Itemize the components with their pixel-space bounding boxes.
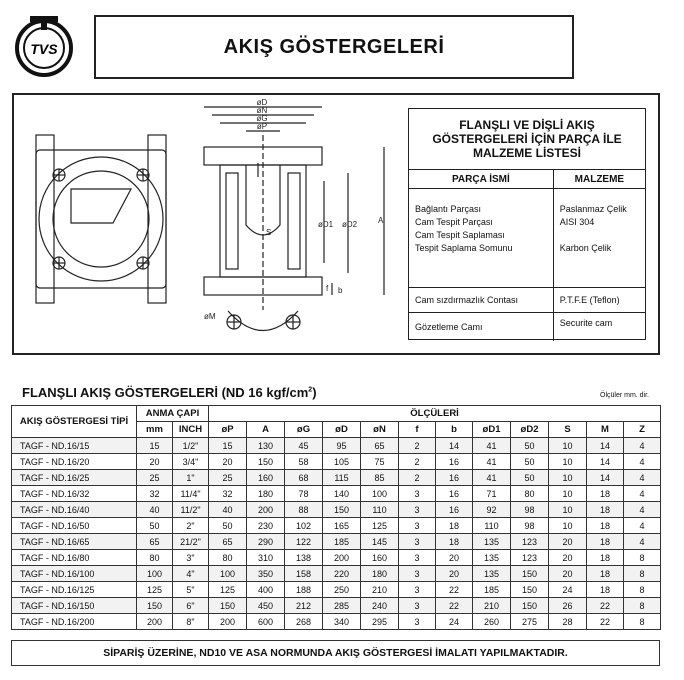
- table-cell: 260: [473, 614, 511, 630]
- table-cell: 268: [285, 614, 323, 630]
- table-cell: 220: [323, 566, 361, 582]
- dim-label-b: b: [338, 286, 343, 295]
- col-nominal-header: ANMA ÇAPI: [137, 406, 209, 422]
- table-cell: 150: [323, 502, 361, 518]
- col-header: øN: [361, 422, 399, 438]
- table-cell: 350: [247, 566, 285, 582]
- table-cell: 25: [137, 470, 173, 486]
- table-cell: 150: [209, 598, 247, 614]
- table-cell: 14: [587, 454, 624, 470]
- col-type-header: AKIŞ GÖSTERGESİ TİPİ: [12, 406, 137, 438]
- table-cell: 50: [511, 470, 549, 486]
- table-cell: 1/2": [173, 438, 209, 454]
- dim-label-D1: øD1: [318, 220, 334, 229]
- table-row: [12, 550, 661, 566]
- table-cell: 68: [285, 470, 323, 486]
- table-cell: 210: [361, 582, 399, 598]
- table-cell: 80: [511, 486, 549, 502]
- table-cell: 188: [285, 582, 323, 598]
- part-name: Cam Tespit Saplaması: [415, 230, 505, 240]
- row-type-cell: TAGF - ND.16/200: [12, 614, 137, 630]
- table-row: [12, 438, 661, 454]
- table-cell: 8: [624, 566, 661, 582]
- table-cell: 105: [323, 454, 361, 470]
- table-cell: 150: [247, 454, 285, 470]
- row-type-cell: TAGF - ND.16/100: [12, 566, 137, 582]
- table-cell: 78: [285, 486, 323, 502]
- part-name: Tespit Saplama Somunu: [415, 243, 513, 253]
- col-header: f: [399, 422, 436, 438]
- table-cell: 45: [285, 438, 323, 454]
- table-cell: 22: [587, 598, 624, 614]
- parts-header-material: MALZEME: [574, 173, 625, 185]
- col-header: INCH: [173, 422, 209, 438]
- table-cell: 230: [247, 518, 285, 534]
- table-cell: 4: [624, 438, 661, 454]
- table-cell: 200: [209, 614, 247, 630]
- table-cell: 58: [285, 454, 323, 470]
- part-material: P.T.F.E (Teflon): [559, 295, 620, 305]
- dim-label-D2: øD2: [342, 220, 358, 229]
- table-cell: 15: [137, 438, 173, 454]
- table-cell: 18: [587, 486, 624, 502]
- table-cell: 400: [247, 582, 285, 598]
- table-cell: 110: [361, 502, 399, 518]
- table-cell: 115: [323, 470, 361, 486]
- table-cell: 600: [247, 614, 285, 630]
- technical-drawing: [14, 95, 406, 353]
- table-cell: 250: [323, 582, 361, 598]
- table-cell: 20: [549, 566, 587, 582]
- table-cell: 20: [436, 550, 473, 566]
- table-cell: 15: [209, 438, 247, 454]
- table-cell: 10: [549, 470, 587, 486]
- table-cell: 20: [137, 454, 173, 470]
- table-cell: 8: [624, 550, 661, 566]
- row-type-cell: TAGF - ND.16/150: [12, 598, 137, 614]
- table-cell: 40: [137, 502, 173, 518]
- col-dimensions-header: ÖLÇÜLERİ: [209, 406, 661, 422]
- table-cell: 3/4": [173, 454, 209, 470]
- spec-table: [11, 405, 661, 630]
- table-cell: 16: [436, 486, 473, 502]
- table-cell: 41: [473, 454, 511, 470]
- table-cell: 20: [209, 454, 247, 470]
- parts-row: [409, 288, 645, 313]
- table-cell: 3: [399, 534, 436, 550]
- table-cell: 50: [209, 518, 247, 534]
- table-cell: 16: [436, 470, 473, 486]
- table-cell: 18: [587, 550, 624, 566]
- table-cell: 41: [473, 438, 511, 454]
- table-cell: 4: [624, 454, 661, 470]
- table-cell: 32: [137, 486, 173, 502]
- row-type-cell: TAGF - ND.16/20: [12, 454, 137, 470]
- table-cell: 138: [285, 550, 323, 566]
- table-cell: 24: [549, 582, 587, 598]
- table-title-end: ): [312, 385, 317, 400]
- col-header: øD2: [511, 422, 549, 438]
- dim-label-f: f: [326, 284, 329, 293]
- table-cell: 185: [473, 582, 511, 598]
- table-cell: 28: [549, 614, 587, 630]
- table-title: [22, 385, 317, 400]
- table-cell: 3: [399, 566, 436, 582]
- table-cell: 5": [173, 582, 209, 598]
- parts-row: [409, 189, 645, 288]
- table-row: [12, 502, 661, 518]
- table-cell: 150: [511, 582, 549, 598]
- table-cell: 3: [399, 486, 436, 502]
- table-cell: 100: [137, 566, 173, 582]
- table-cell: 165: [323, 518, 361, 534]
- table-cell: 14: [587, 470, 624, 486]
- table-cell: 10: [549, 502, 587, 518]
- part-material: AISI 304: [559, 217, 595, 227]
- table-cell: 18: [436, 518, 473, 534]
- dim-label-D: øD: [256, 98, 268, 107]
- table-cell: 3: [399, 582, 436, 598]
- table-cell: 2: [399, 470, 436, 486]
- parts-header-name: PARÇA İSMİ: [409, 170, 554, 188]
- table-cell: 92: [473, 502, 511, 518]
- table-title-sup: 2: [308, 386, 313, 394]
- table-cell: 8": [173, 614, 209, 630]
- table-cell: 32: [209, 486, 247, 502]
- table-cell: 275: [511, 614, 549, 630]
- table-cell: 310: [247, 550, 285, 566]
- page-title-box: [94, 15, 574, 79]
- table-cell: 8: [624, 598, 661, 614]
- table-cell: 2": [173, 518, 209, 534]
- col-header: øD: [323, 422, 361, 438]
- table-cell: 1": [173, 470, 209, 486]
- table-cell: 3: [399, 502, 436, 518]
- table-row: [12, 486, 661, 502]
- table-row: [12, 470, 661, 486]
- parts-title-line: FLANŞLI VE DİŞLİ AKIŞ: [459, 118, 595, 132]
- table-cell: 130: [247, 438, 285, 454]
- units-note: Ölçüler mm. dir.: [600, 392, 650, 399]
- table-cell: 18: [587, 518, 624, 534]
- table-row: [12, 582, 661, 598]
- dim-label-N: øN: [256, 106, 268, 115]
- table-cell: 450: [247, 598, 285, 614]
- table-cell: 125: [361, 518, 399, 534]
- table-title-text: FLANŞLI AKIŞ GÖSTERGELERİ (ND 16 kgf/cm: [22, 385, 309, 400]
- part-name: Cam sızdırmazlık Contası: [415, 295, 519, 305]
- part-material: Securite cam: [559, 318, 613, 328]
- table-cell: 3: [399, 614, 436, 630]
- table-cell: 26: [549, 598, 587, 614]
- table-cell: 75: [361, 454, 399, 470]
- parts-list: [408, 108, 646, 340]
- table-cell: 20: [436, 566, 473, 582]
- table-cell: 110: [473, 518, 511, 534]
- table-cell: 4: [624, 486, 661, 502]
- table-cell: 3: [399, 550, 436, 566]
- table-cell: 240: [361, 598, 399, 614]
- parts-header: [409, 170, 645, 189]
- table-cell: 65: [361, 438, 399, 454]
- table-cell: 18: [587, 582, 624, 598]
- row-type-cell: TAGF - ND.16/80: [12, 550, 137, 566]
- table-cell: 123: [511, 550, 549, 566]
- table-cell: 65: [137, 534, 173, 550]
- table-cell: 18: [587, 502, 624, 518]
- table-cell: 18: [436, 534, 473, 550]
- col-header: øD1: [473, 422, 511, 438]
- dim-label-S: S: [266, 228, 272, 237]
- table-cell: 21/2": [173, 534, 209, 550]
- page-title: AKIŞ GÖSTERGELERİ: [223, 35, 445, 58]
- table-cell: 122: [285, 534, 323, 550]
- table-cell: 3: [399, 598, 436, 614]
- table-cell: 25: [209, 470, 247, 486]
- table-cell: 22: [587, 614, 624, 630]
- table-cell: 123: [511, 534, 549, 550]
- col-header: A: [247, 422, 285, 438]
- table-row: [12, 534, 661, 550]
- logo-text: TVS: [30, 41, 58, 57]
- company-logo: [12, 14, 76, 78]
- table-cell: 10: [549, 486, 587, 502]
- col-header: øP: [209, 422, 247, 438]
- table-cell: 80: [209, 550, 247, 566]
- table-cell: 85: [361, 470, 399, 486]
- table-cell: 24: [436, 614, 473, 630]
- table-cell: 2: [399, 438, 436, 454]
- table-cell: 14: [436, 438, 473, 454]
- table-cell: 145: [361, 534, 399, 550]
- col-header: mm: [137, 422, 173, 438]
- table-cell: 8: [624, 582, 661, 598]
- col-header: øG: [285, 422, 323, 438]
- table-cell: 98: [511, 502, 549, 518]
- row-type-cell: TAGF - ND.16/50: [12, 518, 137, 534]
- table-cell: 65: [209, 534, 247, 550]
- row-type-cell: TAGF - ND.16/32: [12, 486, 137, 502]
- dim-label-M: øM: [204, 312, 216, 321]
- dim-label-A: A: [378, 216, 384, 225]
- table-cell: 100: [361, 486, 399, 502]
- col-header: S: [549, 422, 587, 438]
- table-cell: 10: [549, 438, 587, 454]
- table-row: [12, 614, 661, 630]
- table-cell: 22: [436, 598, 473, 614]
- table-cell: 50: [137, 518, 173, 534]
- parts-title-line: MALZEME LİSTESİ: [472, 146, 581, 160]
- table-cell: 200: [247, 502, 285, 518]
- table-cell: 100: [209, 566, 247, 582]
- table-cell: 10: [549, 518, 587, 534]
- table-cell: 285: [323, 598, 361, 614]
- part-name: Bağlantı Parçası: [415, 204, 482, 214]
- table-cell: 98: [511, 518, 549, 534]
- table-cell: 8: [624, 614, 661, 630]
- part-material: Paslanmaz Çelik: [559, 204, 627, 214]
- order-note: [11, 640, 660, 666]
- table-cell: 71: [473, 486, 511, 502]
- table-cell: 135: [473, 566, 511, 582]
- table-cell: 200: [323, 550, 361, 566]
- dim-label-G: øG: [256, 114, 268, 123]
- table-cell: 4: [624, 470, 661, 486]
- part-material: Karbon Çelik: [559, 243, 612, 253]
- table-cell: 4: [624, 502, 661, 518]
- col-header: M: [587, 422, 624, 438]
- table-cell: 95: [323, 438, 361, 454]
- table-cell: 210: [473, 598, 511, 614]
- row-type-cell: TAGF - ND.16/65: [12, 534, 137, 550]
- table-cell: 212: [285, 598, 323, 614]
- table-cell: 180: [361, 566, 399, 582]
- table-cell: 185: [323, 534, 361, 550]
- table-cell: 158: [285, 566, 323, 582]
- table-cell: 125: [209, 582, 247, 598]
- table-cell: 4: [624, 518, 661, 534]
- table-cell: 180: [247, 486, 285, 502]
- table-cell: 6": [173, 598, 209, 614]
- table-cell: 160: [361, 550, 399, 566]
- table-cell: 140: [323, 486, 361, 502]
- table-cell: 125: [137, 582, 173, 598]
- table-cell: 16: [436, 502, 473, 518]
- table-cell: 11/2": [173, 502, 209, 518]
- table-cell: 22: [436, 582, 473, 598]
- table-cell: 2: [399, 454, 436, 470]
- table-cell: 295: [361, 614, 399, 630]
- table-cell: 20: [549, 534, 587, 550]
- part-material: [560, 229, 639, 242]
- parts-title: [409, 109, 645, 170]
- table-cell: 200: [137, 614, 173, 630]
- table-cell: 340: [323, 614, 361, 630]
- table-cell: 4": [173, 566, 209, 582]
- parts-row: [409, 313, 645, 341]
- table-cell: 80: [137, 550, 173, 566]
- order-note-text: SİPARİŞ ÜZERİNE, ND10 VE ASA NORMUNDA AKIŞ GÖSTERGESİ İMALATI YAPILMAKTADIR.: [103, 647, 568, 659]
- table-cell: 11/4": [173, 486, 209, 502]
- part-name: Gözetleme Camı: [415, 322, 483, 332]
- table-cell: 40: [209, 502, 247, 518]
- table-cell: 10: [549, 454, 587, 470]
- dim-label-P: øP: [256, 122, 268, 131]
- part-name: Cam Tespit Parçası: [415, 217, 493, 227]
- parts-title-line: GÖSTERGELERİ İÇİN PARÇA İLE: [432, 132, 622, 146]
- row-type-cell: TAGF - ND.16/25: [12, 470, 137, 486]
- table-row: [12, 518, 661, 534]
- table-cell: 88: [285, 502, 323, 518]
- row-type-cell: TAGF - ND.16/125: [12, 582, 137, 598]
- table-row: [12, 598, 661, 614]
- row-type-cell: TAGF - ND.16/40: [12, 502, 137, 518]
- table-cell: 20: [549, 550, 587, 566]
- row-type-cell: TAGF - ND.16/15: [12, 438, 137, 454]
- table-cell: 50: [511, 438, 549, 454]
- table-cell: 50: [511, 454, 549, 470]
- table-cell: 3: [399, 518, 436, 534]
- table-cell: 41: [473, 470, 511, 486]
- table-cell: 135: [473, 534, 511, 550]
- table-cell: 14: [587, 438, 624, 454]
- table-row: [12, 454, 661, 470]
- table-cell: 4: [624, 534, 661, 550]
- table-row: [12, 566, 661, 582]
- table-cell: 18: [587, 534, 624, 550]
- col-header: Z: [624, 422, 661, 438]
- table-cell: 102: [285, 518, 323, 534]
- table-cell: 290: [247, 534, 285, 550]
- table-cell: 150: [137, 598, 173, 614]
- col-header: b: [436, 422, 473, 438]
- table-cell: 160: [247, 470, 285, 486]
- table-cell: 18: [587, 566, 624, 582]
- table-cell: 16: [436, 454, 473, 470]
- table-cell: 150: [511, 566, 549, 582]
- table-cell: 150: [511, 598, 549, 614]
- table-cell: 135: [473, 550, 511, 566]
- table-cell: 3": [173, 550, 209, 566]
